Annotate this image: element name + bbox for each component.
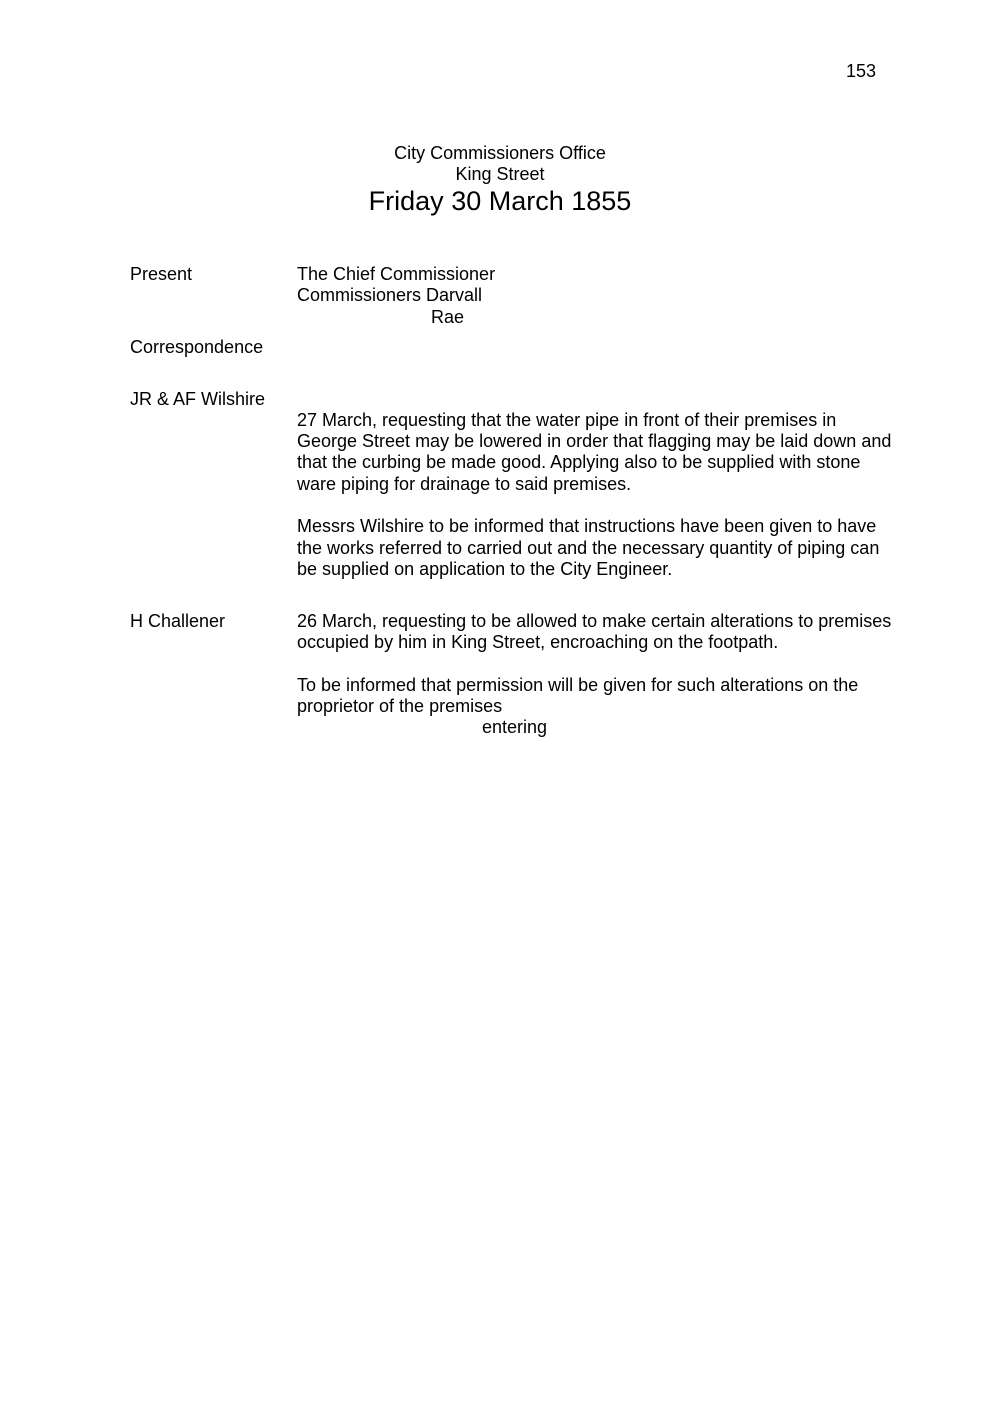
meeting-date: Friday 30 March 1855 [368,186,632,216]
present-label: Present [130,264,193,284]
office-name: City Commissioners Office [394,143,606,163]
letter-line: occupied by him in King Street, encroaching on the footpath. [297,632,779,652]
catchword: entering [482,717,548,737]
page-number: 153 [846,61,877,81]
present-member: The Chief Commissioner [297,264,496,284]
letter-line: ware piping for drainage to said premises. [297,474,632,494]
letter-line: George Street may be lowered in order that flagging may be laid down and [297,431,892,451]
resolution-line: proprietor of the premises [297,696,503,716]
letter-line: 26 March, requesting to be allowed to make certain alterations to premises [297,611,892,631]
resolution-line: Messrs Wilshire to be informed that instructions have been given to have [297,516,877,536]
letter-line: that the curbing be made good. Applying also to be supplied with stone [297,452,861,472]
correspondence-label: Correspondence [130,337,264,357]
street-name: King Street [455,164,545,184]
resolution-line: the works referred to carried out and the necessary quantity of piping can [297,538,880,558]
entry-from: H Challener [130,611,226,631]
letter-line: 27 March, requesting that the water pipe in front of their premises in [297,410,837,430]
resolution-line: be supplied on application to the City Engineer. [297,559,673,579]
resolution-line: To be informed that permission will be given for such alterations on the [297,675,859,695]
present-member: Rae [431,307,465,327]
present-member: Commissioners Darvall [297,285,483,305]
entry-from: JR & AF Wilshire [130,389,266,409]
